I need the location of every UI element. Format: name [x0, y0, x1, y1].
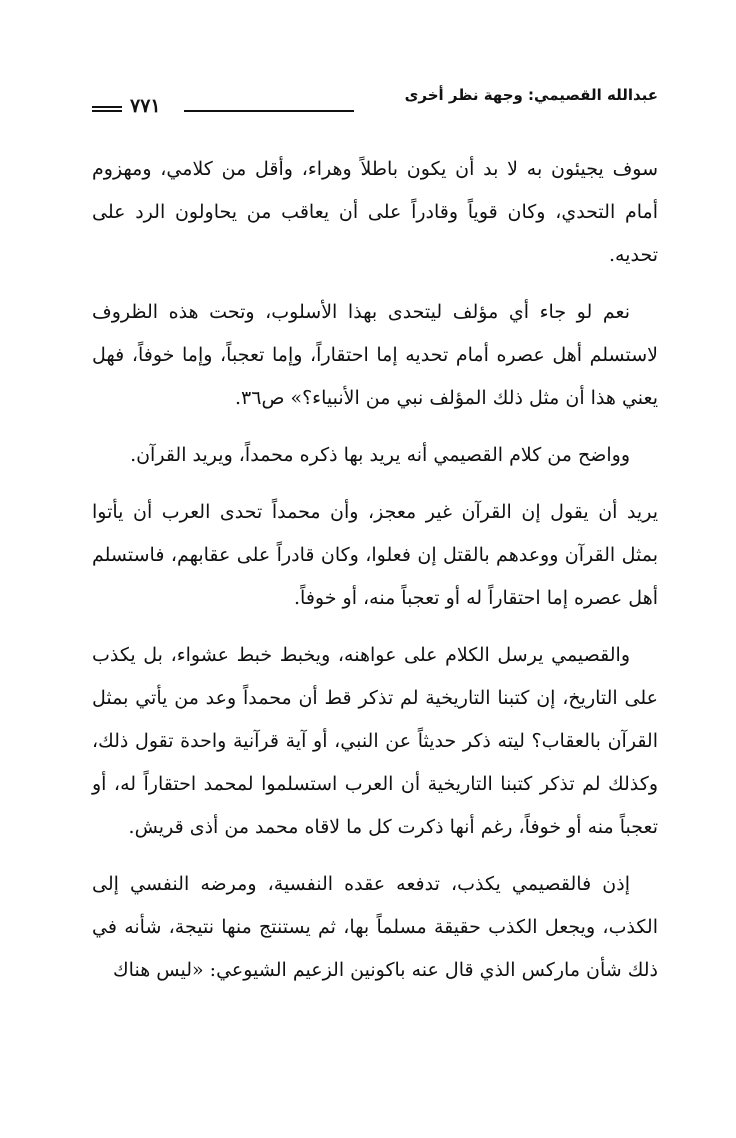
paragraph-2: نعم لو جاء أي مؤلف ليتحدى بهذا الأسلوب، وتحت هذه الظروف لاستسلم أهل عصره أمام تحديه إما احتقاراً، وإما تعجباً، وإما خوفاً، فهل يعني هذا أن مثل ذلك المؤلف نبي من الأنبياء؟» ص٣٦.	[92, 301, 658, 409]
paragraph-3: وواضح من كلام القصيمي أنه يريد بها ذكره محمداً، ويريد القرآن.	[130, 444, 630, 466]
running-title: عبدالله القصيمي: وجهة نظر أخرى	[404, 86, 658, 104]
page-number: ٧٧١	[130, 95, 161, 117]
page-body	[92, 148, 658, 1006]
page-number-rule	[92, 106, 122, 112]
paragraph-6: إذن فالقصيمي يكذب، تدفعه عقده النفسية، ومرضه النفسي إلى الكذب، ويجعل الكذب حقيقة مسلماً بها، ثم يستنتج منها نتيجة، شأنه في ذلك شأن ماركس الذي قال عنه باكونين الزعيم الشيوعي: «ليس هناك	[92, 873, 658, 981]
paragraph-5: والقصيمي يرسل الكلام على عواهنه، ويخبط خبط عشواء، بل يكذب على التاريخ، إن كتبنا التاريخية لم تذكر قط أن محمداً وعد من يأتي بمثل القرآن بالعقاب؟ ليته ذكر حديثاً عن النبي، أو آية قرآنية واحدة تقول ذلك، وكذلك لم تذكر كتبنا التاريخية أن العرب استسلموا لمحمد احتقاراً له، أو تعجباً منه أو خوفاً، رغم أنها ذكرت كل ما لاقاه محمد من أذى قريش.	[92, 644, 658, 838]
page-header	[92, 80, 658, 124]
paragraph-1: سوف يجيئون به لا بد أن يكون باطلاً وهراء، وأقل من كلامي، ومهزوم أمام التحدي، وكان قوياً وقادراً على أن يعاقب من يحاولون الرد على تحديه.	[92, 158, 658, 266]
paragraph-4: يريد أن يقول إن القرآن غير معجز، وأن محمداً تحدى العرب أن يأتوا بمثل القرآن ووعدهم بالقتل إن فعلوا، وكان قادراً على عقابهم، فاستسلم أهل عصره إما احتقاراً له أو تعجباً منه، أو خوفاً.	[92, 501, 658, 609]
header-rule	[184, 110, 354, 112]
